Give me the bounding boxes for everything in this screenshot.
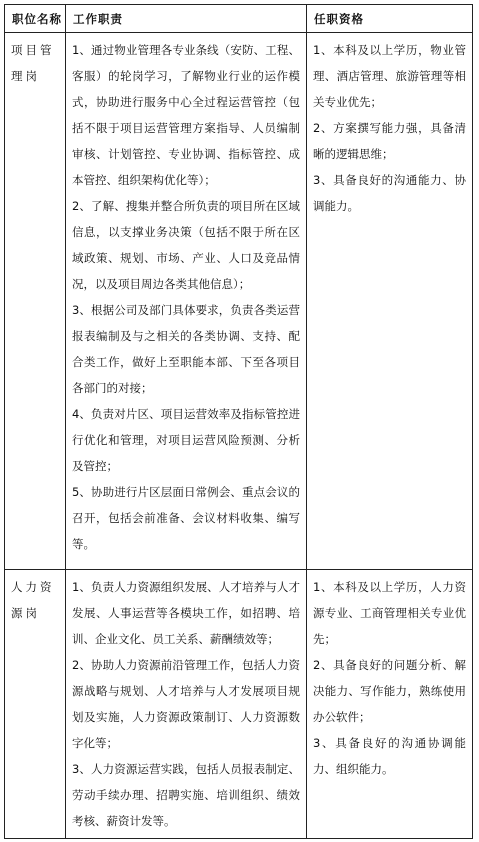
- duty-item: 1、负责人力资源组织发展、人才培养与人才发展、人事运营等各模块工作，如招聘、培训、企业文化、员工关系、薪酬绩效等；: [72, 580, 300, 646]
- requirement-item: 3、具备良好的沟通能力、协调能力。: [313, 173, 466, 213]
- requirements-cell: [307, 33, 473, 570]
- position-name: 项目管理岗: [11, 43, 55, 83]
- duty-item: 5、协助进行片区层面日常例会、重点会议的召开，包括会前准备、会议材料收集、编写等。: [72, 485, 300, 551]
- duty-item: 3、根据公司及部门具体要求，负责各类运营报表编制及与之相关的各类协调、支持、配合类工作，做好上至职能本部、下至各项目各部门的对接；: [72, 303, 300, 395]
- requirement-item: 1、本科及以上学历，人力资源专业、工商管理相关专业优先；: [313, 580, 466, 646]
- duty-item: 1、通过物业管理各专业条线（安防、工程、客服）的轮岗学习，了解物业行业的运作模式，协助进行服务中心全过程运营管控（包括不限于项目运营管理方案指导、人员编制审核、计划管控、专业协调、指标管控、成本管控、组织架构优化等）；: [72, 43, 300, 187]
- duty-item: 3、人力资源运营实践，包括人员报表制定、劳动手续办理、招聘实施、培训组织、绩效考核、薪资计发等。: [72, 762, 300, 828]
- duty-item: 2、协助人力资源前沿管理工作，包括人力资源战略与规划、人才培养与人才发展项目规划及实施，人力资源政策制订、人力资源数字化等；: [72, 658, 300, 750]
- header-position-name: 职位名称: [5, 5, 66, 33]
- header-duties: 工作职责: [66, 5, 307, 33]
- position-name-cell: [5, 33, 66, 570]
- table-row: [5, 33, 473, 570]
- requirements-cell: [307, 570, 473, 839]
- duty-item: 2、了解、搜集并整合所负责的项目所在区域信息，以支撑业务决策（包括不限于所在区域政策、规划、市场、产业、人口及竞品情况，以及项目周边各类其他信息）；: [72, 199, 300, 291]
- position-name: 人力资源岗: [11, 580, 55, 620]
- duties-cell: [66, 33, 307, 570]
- table-row: [5, 570, 473, 839]
- duties-cell: [66, 570, 307, 839]
- duty-item: 4、负责对片区、项目运营效率及指标管控进行优化和管理，对项目运营风险预测、分析及管控；: [72, 407, 300, 473]
- requirement-item: 3、具备良好的沟通协调能力、组织能力。: [313, 736, 466, 776]
- position-name-cell: [5, 570, 66, 839]
- header-requirements: 任职资格: [307, 5, 473, 33]
- requirement-item: 2、具备良好的问题分析、解决能力、写作能力，熟练使用办公软件；: [313, 658, 466, 724]
- job-table: [4, 4, 473, 839]
- table-header-row: [5, 5, 473, 33]
- requirement-item: 1、本科及以上学历，物业管理、酒店管理、旅游管理等相关专业优先；: [313, 43, 466, 109]
- requirement-item: 2、方案撰写能力强，具备清晰的逻辑思维；: [313, 121, 466, 161]
